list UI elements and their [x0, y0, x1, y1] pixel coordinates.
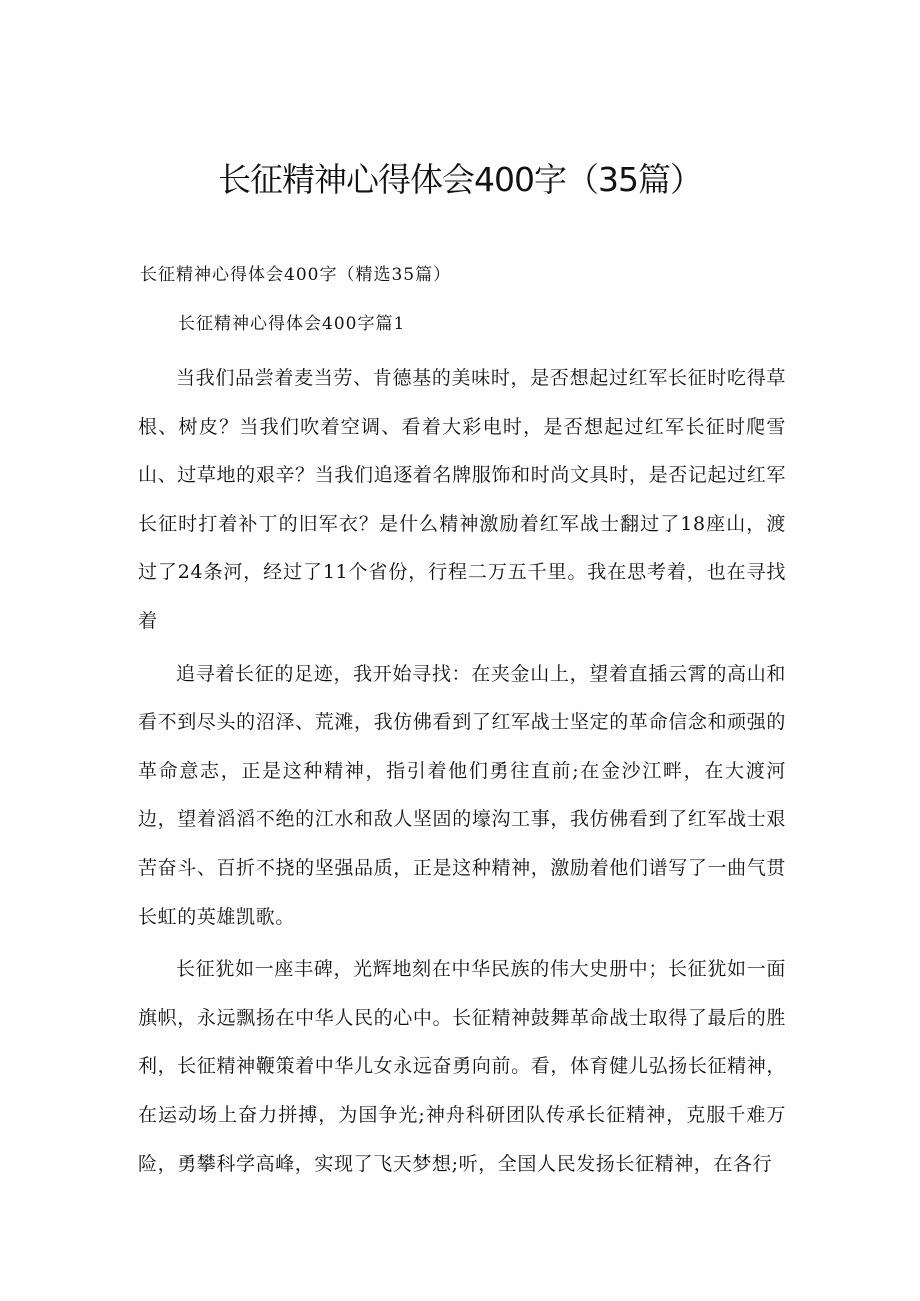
paragraph: 追寻着长征的足迹，我开始寻找：在夹金山上，望着直插云霄的高山和看不到尽头的沼泽、荒滩，我仿佛看到了红军战士坚定的革命信念和顽强的革命意志，正是这种精神，指引着他们勇往直前;在金沙江畔，在大渡河边，望着滔滔不绝的江水和敌人坚固的壕沟工事，我仿佛看到了红军战士艰苦奋斗、百折不挠的坚强品质，正是这种精神，激励着他们谱写了一曲气贯长虹的英雄凯歌。 [138, 662, 786, 928]
body-text [138, 354, 786, 1192]
paragraph: 当我们品尝着麦当劳、肯德基的美味时，是否想起过红军长征时吃得草根、树皮？当我们吹着空调、看着大彩电时，是否想起过红军长征时爬雪山、过草地的艰辛？当我们追逐着名牌服饰和时尚文具时，是否记起过红军长征时打着补丁的旧军衣？是什么精神激励着红军战士翻过了18座山，渡过了24条河，经过了11个省份，行程二万五千里。我在思考着，也在寻找着 [138, 367, 786, 632]
section-heading: 长征精神心得体会400字篇1 [178, 314, 406, 334]
document-subtitle: 长征精神心得体会400字（精选35篇） [140, 265, 452, 285]
paragraph: 长征犹如一座丰碑，光辉地刻在中华民族的伟大史册中；长征犹如一面旗帜，永远飘扬在中华人民的心中。长征精神鼓舞革命战士取得了最后的胜利，长征精神鞭策着中华儿女永远奋勇向前。看，体育健儿弘扬长征精神，在运动场上奋力拼搏，为国争光;神舟科研团队传承长征精神，克服千难万险，勇攀科学高峰，实现了飞天梦想;听，全国人民发扬长征精神，在各行 [138, 958, 786, 1175]
document-title: 长征精神心得体会400字（35篇） [218, 160, 702, 199]
